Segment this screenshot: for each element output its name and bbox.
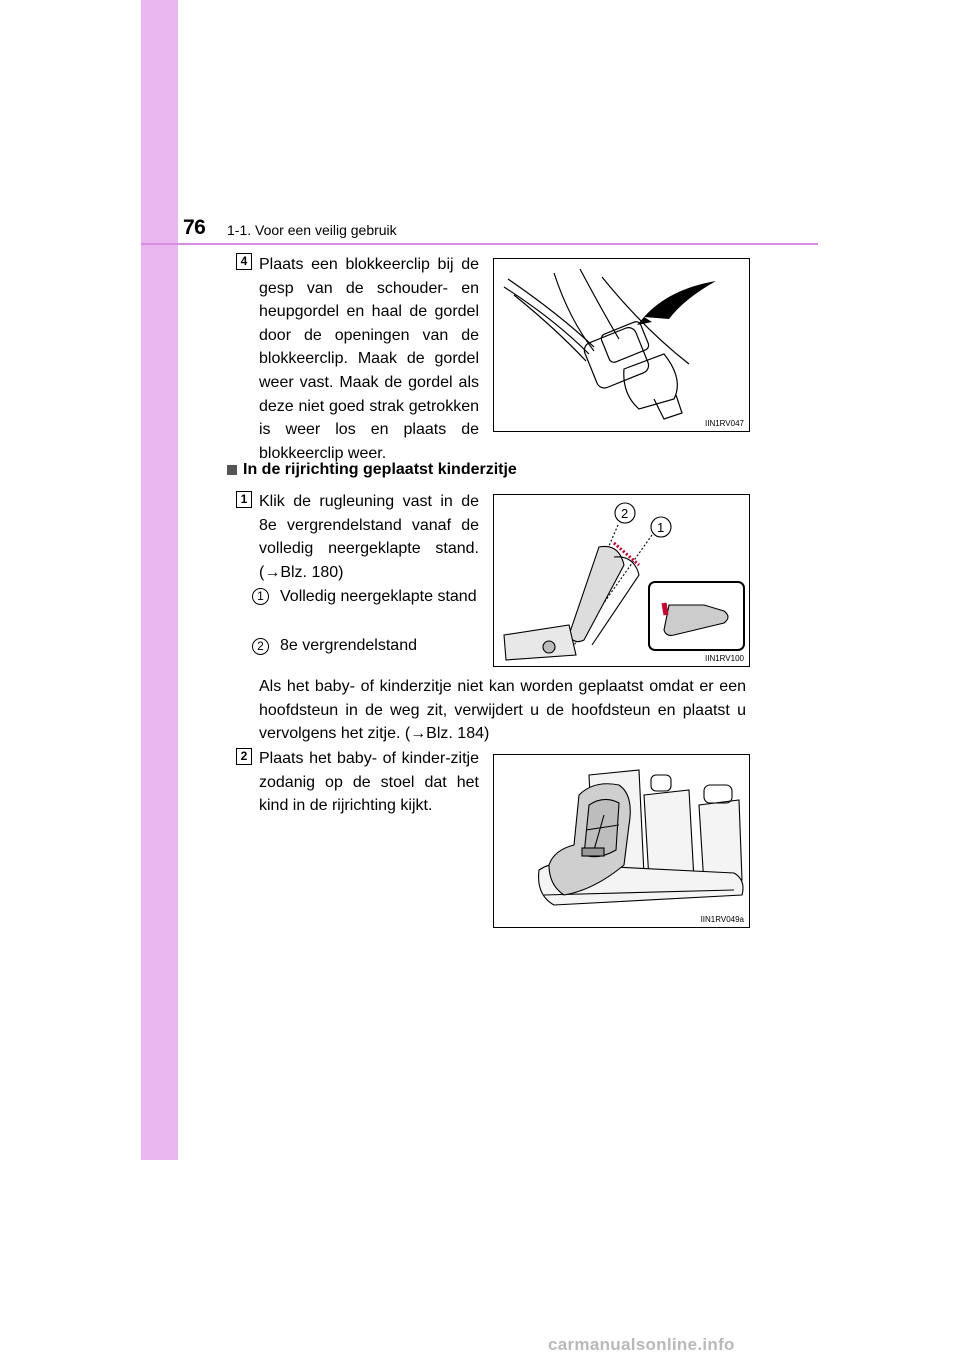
legend-num-2: 2 xyxy=(252,638,269,655)
subheading-text: In de rijrichting geplaatst kinderzitje xyxy=(243,461,517,478)
step-badge-4: 4 xyxy=(236,253,252,270)
step1-text: Klik de rugleuning vast in de 8e vergrendelstand vanaf de volledig neergeklapte stand. (→Blz. 180) xyxy=(259,493,479,581)
figure-code: IIN1RV049a xyxy=(700,915,744,924)
figure-code: IIN1RV047 xyxy=(705,419,744,428)
step4-text: Plaats een blokkeerclip bij de gesp van de schouder- en heupgordel en haal de gordel door de openingen van de blokkeerclip. Maak de gordel weer vast. Maak de gordel als deze niet goed strak getrokken is weer los en plaats de blokkeerclip weer. xyxy=(259,256,479,462)
seatback-lock-illustration xyxy=(494,495,749,666)
section-title: 1-1. Voor een veilig gebruik xyxy=(227,222,397,238)
legend-label-2: 8e vergrendelstand xyxy=(280,637,417,654)
subheading xyxy=(227,461,517,479)
watermark: carmanualsonline.info xyxy=(548,1335,735,1354)
sidebar-tab xyxy=(141,0,178,1160)
step1-note: Als het baby- of kinderzitje niet kan worden geplaatst omdat er een hoofdsteun in de weg zit, verwijdert u de hoofdsteun en plaatst u vervolgens het zitje. (→Blz. 184) xyxy=(259,678,746,743)
square-bullet-icon xyxy=(227,465,237,475)
figure-child-seat xyxy=(493,754,750,928)
svg-text:1: 1 xyxy=(657,520,665,535)
figure-seatback-lock xyxy=(493,494,750,667)
legend-label-1: Volledig neergeklapte stand xyxy=(280,588,477,605)
legend-num-1: 1 xyxy=(252,588,269,605)
step2-text: Plaats het baby- of kinder-zitje zodanig op de stoel dat het kind in de rijrichting kijkt. xyxy=(259,750,479,815)
svg-text:2: 2 xyxy=(621,506,629,521)
page-number: 76 xyxy=(183,216,206,239)
blocking-clip-illustration xyxy=(494,259,749,431)
figure-code: IIN1RV100 xyxy=(705,654,744,663)
step-badge-1: 1 xyxy=(236,491,252,508)
figure-blocking-clip xyxy=(493,258,750,432)
child-seat-illustration xyxy=(494,755,749,927)
step-badge-2: 2 xyxy=(236,748,252,765)
header-rule xyxy=(141,243,818,245)
